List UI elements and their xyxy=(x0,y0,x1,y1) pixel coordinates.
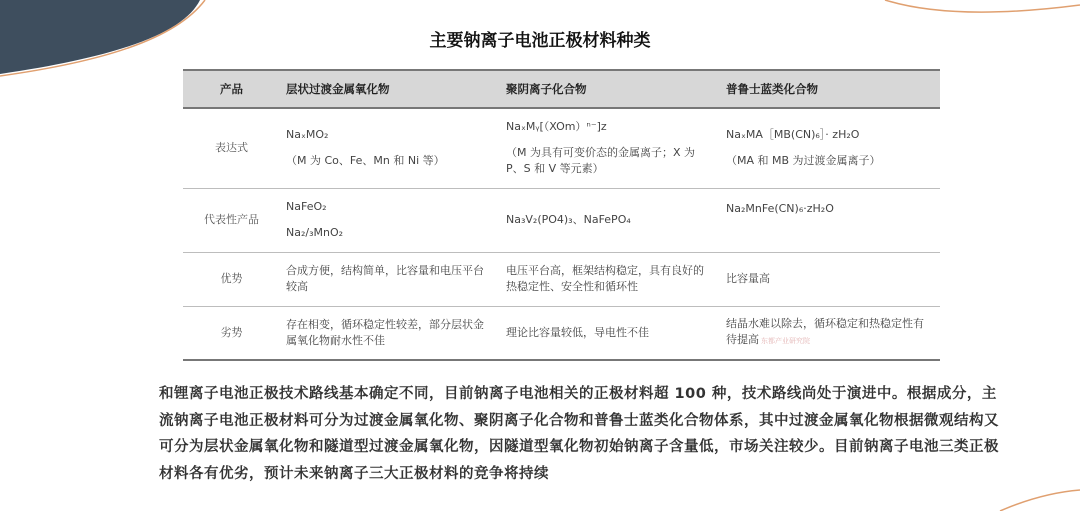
cell-line: Na₃V₂(PO4)₃、NaFePO₄ xyxy=(506,213,631,226)
table-cell xyxy=(720,252,940,306)
row-label: 优势 xyxy=(183,252,280,306)
cathode-materials-table xyxy=(183,69,940,361)
table-cell xyxy=(720,306,940,360)
header-polyanion: 聚阴离子化合物 xyxy=(500,70,720,108)
header-prussian-blue: 普鲁士蓝类化合物 xyxy=(720,70,940,108)
row-label: 表达式 xyxy=(183,108,280,188)
cell-line: NaₓMᵧ[（XOm）ⁿ⁻]z xyxy=(506,120,607,134)
table-cell xyxy=(500,188,720,252)
cell-line: 存在相变，循环稳定性较差，部分层状金属氧化物耐水性不佳 xyxy=(286,317,484,347)
table-cell xyxy=(280,306,500,360)
cell-line: 比容量高 xyxy=(726,272,770,285)
table-cell xyxy=(720,188,940,252)
cell-line: NaₓMA［MB(CN)₆］· zH₂O xyxy=(726,128,860,142)
table-cell xyxy=(720,108,940,188)
table-row-products xyxy=(183,188,940,252)
table-cell xyxy=(280,108,500,188)
cell-line: NaₓMO₂ xyxy=(286,128,329,142)
table-cell xyxy=(280,252,500,306)
cell-line: NaFeO₂ xyxy=(286,200,327,213)
table-cell xyxy=(280,188,500,252)
table-cell xyxy=(500,252,720,306)
cell-line: Na₂MnFe(CN)₆·zH₂O xyxy=(726,201,834,215)
header-product: 产品 xyxy=(183,70,280,108)
top-right-accent-line xyxy=(885,0,1080,12)
header-layered-oxide: 层状过渡金属氧化物 xyxy=(280,70,500,108)
row-label: 代表性产品 xyxy=(183,188,280,252)
cell-line: （MA 和 MB 为过渡金属离子） xyxy=(726,154,881,168)
table-cell xyxy=(500,108,720,188)
bottom-right-accent-line xyxy=(1000,490,1080,511)
page-title: 主要钠离子电池正极材料种类 xyxy=(429,31,651,51)
table-header-row xyxy=(183,70,940,108)
cell-line: Na₂/₃MnO₂ xyxy=(286,226,344,239)
body-paragraph: 和锂离子电池正极技术路线基本确定不同，目前钠离子电池相关的正极材料超 100 种，技术路线尚处于演进中。根据成分，主流钠离子电池正极材料可分为过渡金属氧化物、聚阴离子化合物和普鲁士蓝类化合物体系，其中过渡金属氧化物根据微观结构又可分为层状金属氧化物和隧道型过渡金属氧化物，因隧道型氧化物初始钠离子含量低，市场关注较少。目前钠离子电池三类正极材料各有优劣，预计未来钠离子三大正极材料的竞争将持续 xyxy=(159,386,999,482)
table-row-formula xyxy=(183,108,940,188)
cell-line: （M 为具有可变价态的金属离子；X 为 P、S 和 V 等元素） xyxy=(506,146,696,176)
row-label: 劣势 xyxy=(183,306,280,360)
watermark: 东都产业研究院 xyxy=(761,337,810,346)
cell-line: 结晶水难以除去，循环稳定和热稳定性有待提高 xyxy=(726,317,924,347)
table-row-disadvantages xyxy=(183,306,940,360)
table-cell xyxy=(500,306,720,360)
table-row-advantages xyxy=(183,252,940,306)
cell-line: （M 为 Co、Fe、Mn 和 Ni 等） xyxy=(286,154,445,168)
cell-line: 理论比容量较低，导电性不佳 xyxy=(506,325,649,339)
cell-line: 合成方便，结构简单，比容量和电压平台较高 xyxy=(286,264,484,293)
cell-line: 电压平台高，框架结构稳定，具有良好的热稳定性、安全性和循环性 xyxy=(506,264,704,293)
